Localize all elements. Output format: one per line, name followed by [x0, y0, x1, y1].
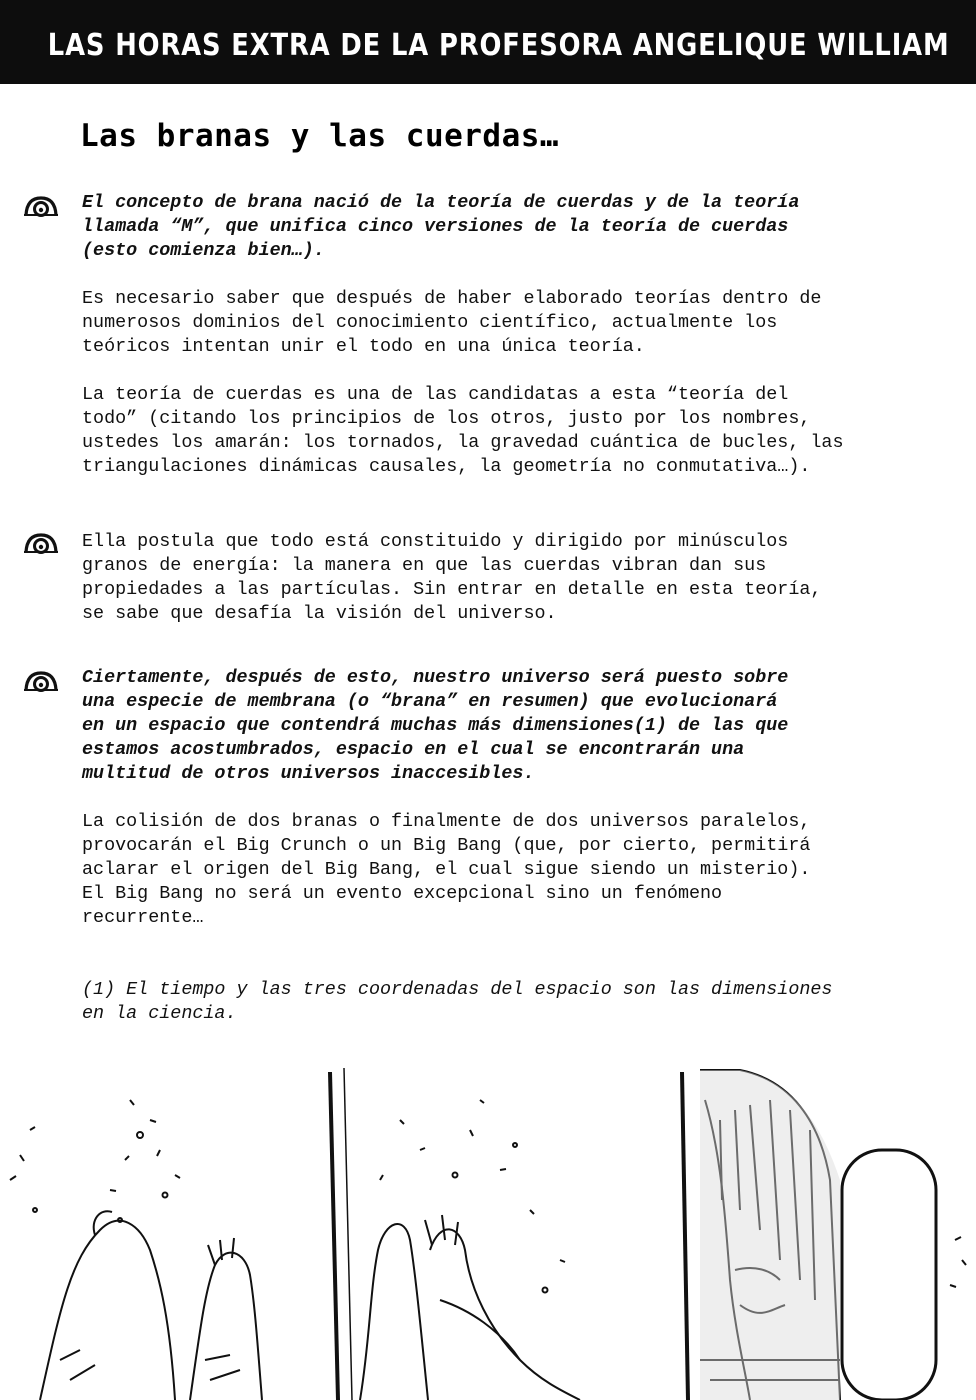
pressing-hand-drawing	[360, 1100, 580, 1400]
spiral-bullet-icon	[23, 195, 59, 217]
paragraph-membrane-universe: Ciertamente, después de esto, nuestro universo será puesto sobre una especie de membrana (o “brana” en resumen) que evolucionará en un espacio que contendrá muchas más dimensiones(1) de las que estamos acostumbrados, espacio en el cual se encontrarán una multitud de otros universos inaccesibles.	[82, 667, 789, 784]
character-shading	[700, 1070, 840, 1400]
sparkle-marks	[950, 1237, 966, 1287]
paragraph-theory-of-everything: La teoría de cuerdas es una de las candidatas a esta “teoría del todo” (citando los principios de los otros, justo por los nombres, ustedes los amarán: los tornados, la gravedad cuántica de bucles, las triangulaciones dinámicas causales, la geometría no conmutativa…).	[82, 384, 844, 477]
paragraph-brane-collision: La colisión de dos branas o finalmente de dos universos paralelos, provocarán el Big Crunch o un Big Bang (que, por cierto, permitirá aclarar el origen del Big Bang, el cual sigue siendo un misterio). El Big Bang no será un evento excepcional sino un fenómeno recurrente…	[82, 811, 811, 928]
spiral-bullet-icon	[23, 532, 59, 554]
spiral-bullet-icon	[23, 670, 59, 692]
header-band	[0, 0, 976, 84]
paragraph-energy-grains: Ella postula que todo está constituido y dirigido por minúsculos granos de energía: la manera en que las cuerdas vibran dan sus propiedades a las partículas. Sin entrar en detalle en esta teoría, se sabe que desafía la visión del universo.	[82, 531, 822, 624]
paragraph-unification: Es necesario saber que después de haber elaborado teorías dentro de numerosos dominios del conocimiento científico, actualmente los teóricos intentan unir el todo en una única teoría.	[82, 288, 822, 357]
dissolving-hands-drawing	[10, 1100, 262, 1400]
footnote: (1) El tiempo y las tres coordenadas del espacio son las dimensiones en la ciencia.	[82, 979, 833, 1024]
manga-illustration	[0, 1060, 976, 1400]
page-title: Las branas y las cuerdas…	[80, 118, 560, 154]
panel-divider	[344, 1068, 352, 1400]
speech-bubble	[842, 1150, 936, 1400]
panel-divider	[330, 1072, 338, 1400]
header-title: LAS HORAS EXTRA DE LA PROFESORA ANGELIQUE WILLIAM	[48, 28, 950, 63]
panel-divider	[682, 1072, 688, 1400]
paragraph-brane-origin: El concepto de brana nació de la teoría de cuerdas y de la teoría llamada “M”, que unifica cinco versiones de la teoría de cuerdas (esto comienza bien…).	[82, 192, 800, 261]
